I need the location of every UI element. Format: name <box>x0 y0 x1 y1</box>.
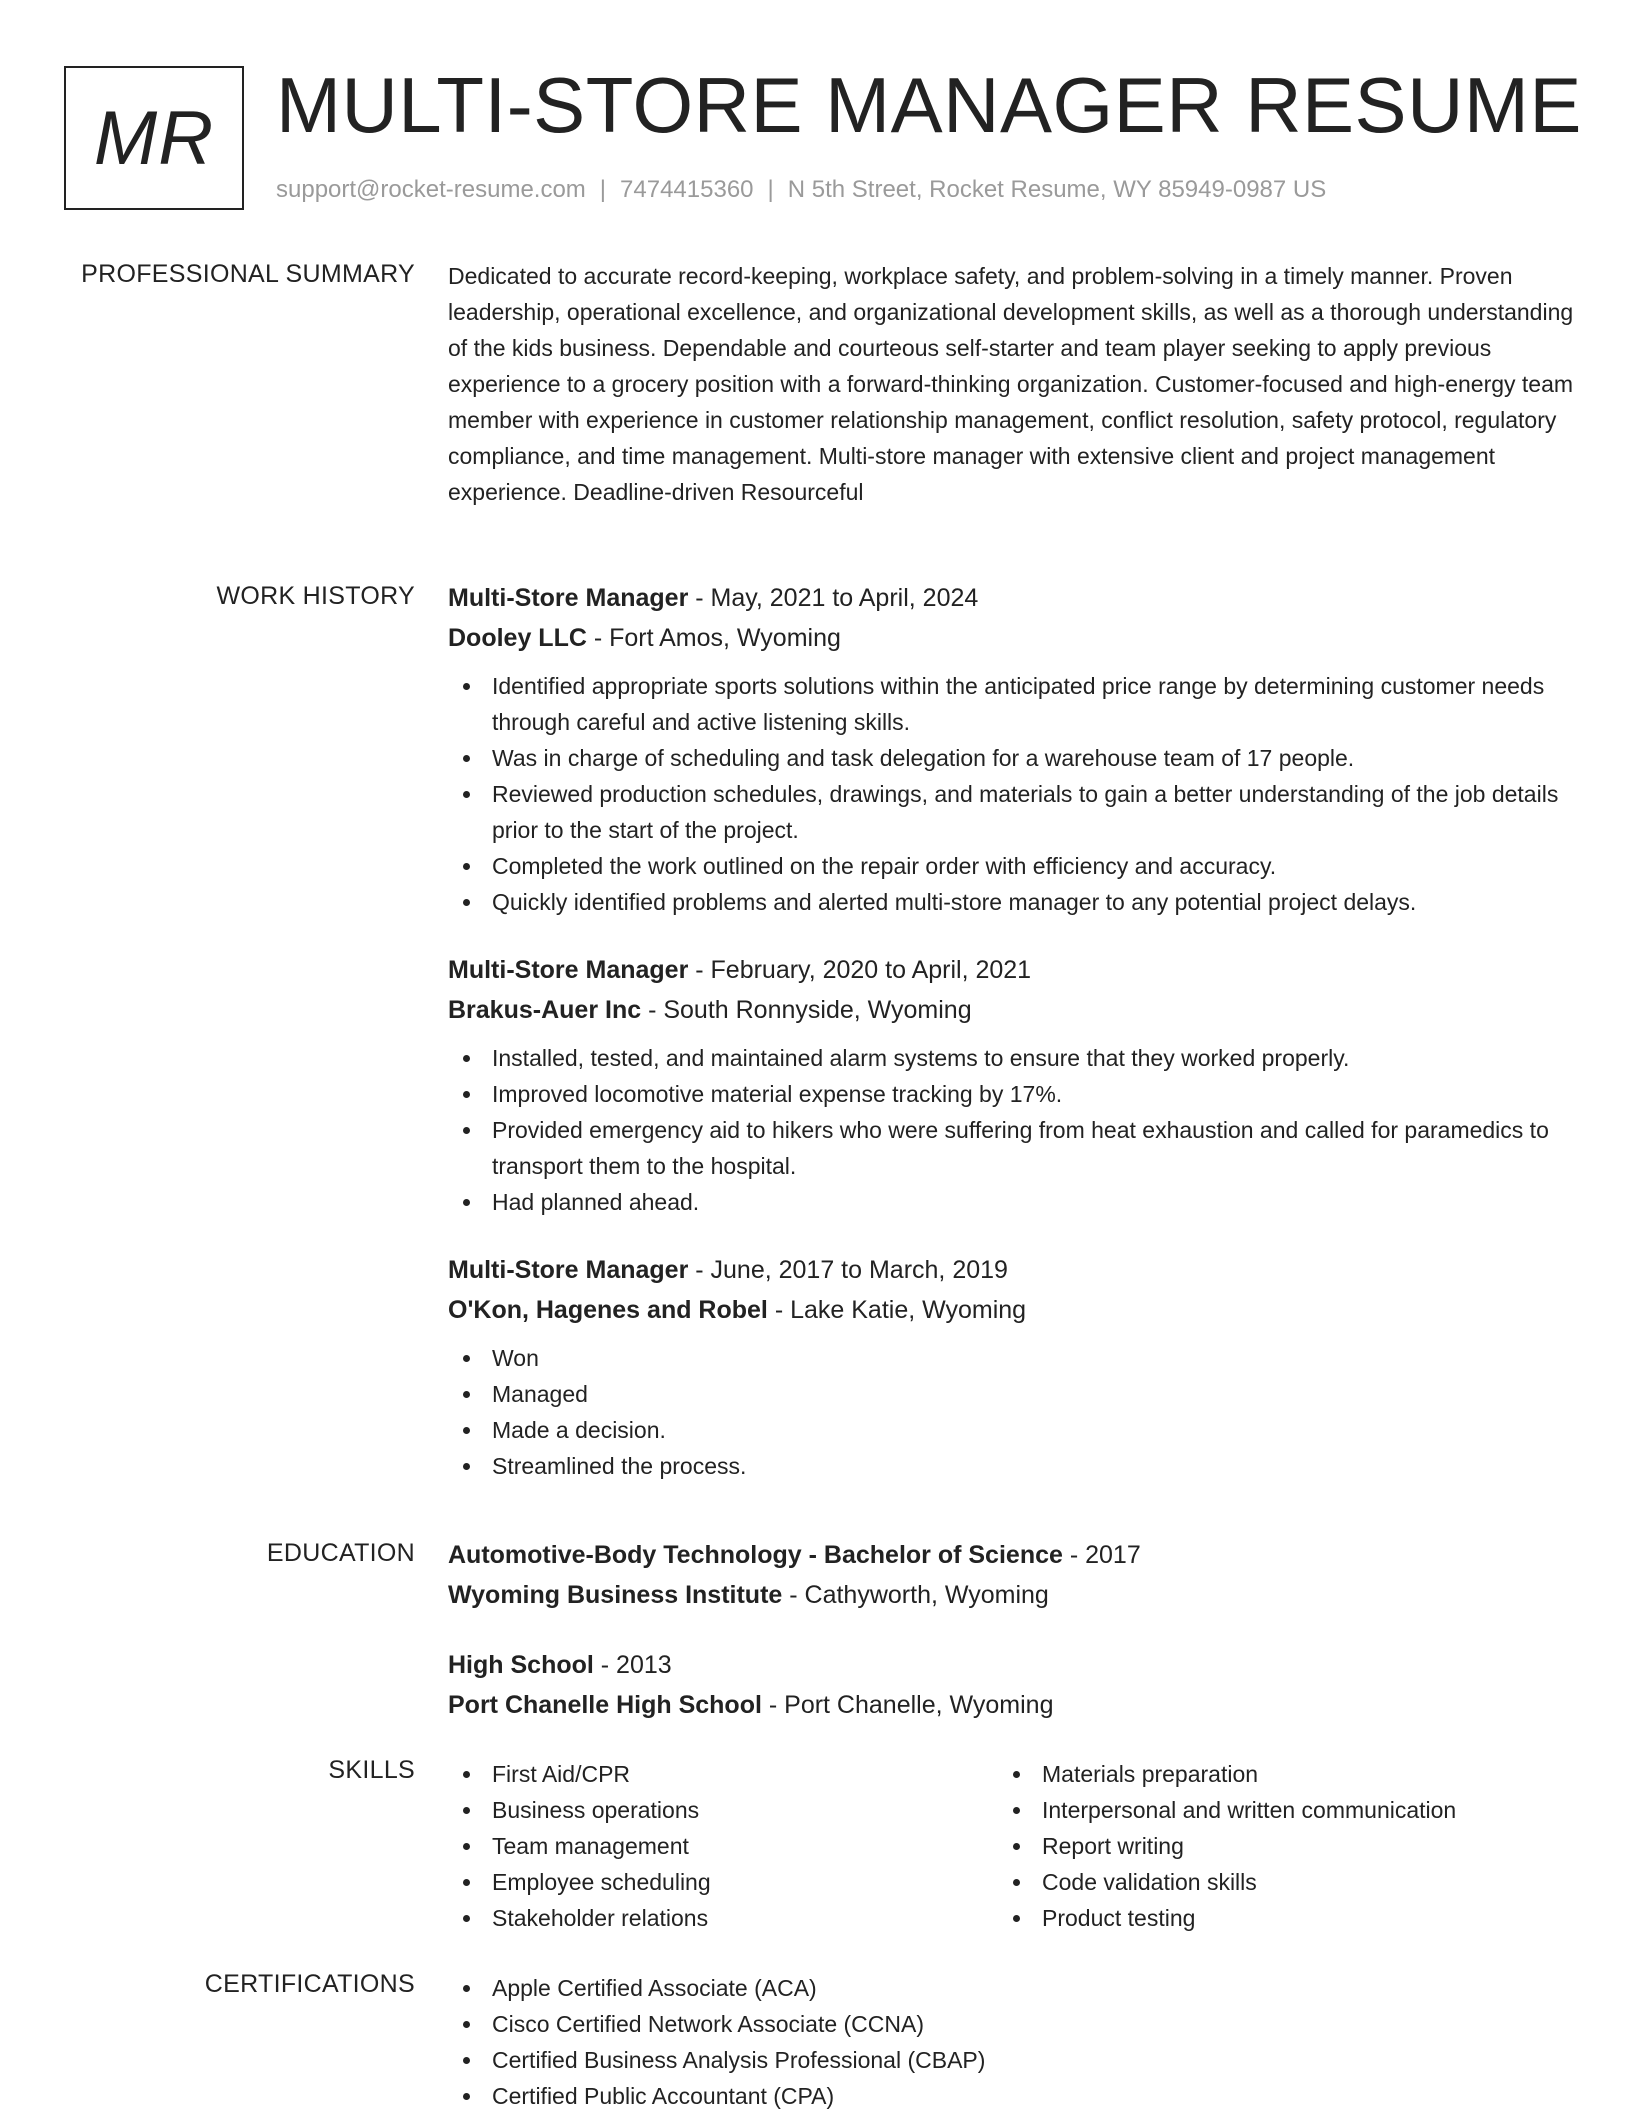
education-degree: Automotive-Body Technology - Bachelor of Science <box>448 1541 1063 1569</box>
list-item: Materials preparation <box>998 1756 1548 1792</box>
contact-separator: | <box>599 176 607 203</box>
list-item: Installed, tested, and maintained alarm systems to ensure that they worked properly. <box>448 1040 1578 1076</box>
list-item: Business operations <box>448 1792 998 1828</box>
list-item: Team management <box>448 1828 998 1864</box>
education-location: - Port Chanelle, Wyoming <box>761 1691 1054 1719</box>
job-bullets <box>448 1340 1578 1484</box>
education-entry <box>448 1535 1578 1615</box>
certifications-list <box>448 1970 1578 2112</box>
list-item: Reviewed production schedules, drawings, and materials to gain a better understanding of the job details prior to the start of the project. <box>448 776 1578 848</box>
job-entry <box>448 578 1578 920</box>
job-entry <box>448 1250 1578 1484</box>
summary-text: Dedicated to accurate record-keeping, workplace safety, and problem-solving in a timely manner. Proven leadership, operational excellence, and organizational development skills, as well as a thorough understanding of the kids business. Dependable and courteous self-starter and team player seeking to apply previous experience to a grocery position with a forward-thinking organization. Customer-focused and high-energy team member with experience in customer relationship management, conflict resolution, safety protocol, regulatory compliance, and time management. Multi-store manager with extensive client and project management experience. Deadline-driven Resourceful <box>448 263 1574 505</box>
work-history-list <box>448 578 1578 1514</box>
list-item: Had planned ahead. <box>448 1184 1578 1220</box>
contact-address: N 5th Street, Rocket Resume, WY 85949-0987 US <box>787 176 1327 203</box>
section-title-skills: SKILLS <box>328 1756 415 1784</box>
list-item: Report writing <box>998 1828 1548 1864</box>
job-company-line <box>448 1290 1578 1330</box>
list-item: First Aid/CPR <box>448 1756 998 1792</box>
contact-separator: | <box>767 176 774 203</box>
education-location: - Cathyworth, Wyoming <box>782 1581 1049 1609</box>
education-school: Port Chanelle High School <box>448 1691 762 1719</box>
job-title-line <box>448 578 1578 618</box>
job-role: Multi-Store Manager <box>448 956 689 984</box>
education-year: - 2017 <box>1062 1541 1141 1569</box>
education-degree: High School <box>448 1651 594 1679</box>
section-title-education: EDUCATION <box>266 1539 415 1567</box>
education-degree-line <box>448 1645 1578 1685</box>
list-item: Quickly identified problems and alerted multi-store manager to any potential project delays. <box>448 884 1578 920</box>
list-item: Employee scheduling <box>448 1864 998 1900</box>
list-item: Made a decision. <box>448 1412 1578 1448</box>
job-company: Brakus-Auer Inc <box>448 996 642 1024</box>
education-list <box>448 1535 1578 1755</box>
skills-columns <box>448 1756 1578 1936</box>
contact-phone: 7474415360 <box>620 176 754 203</box>
education-school: Wyoming Business Institute <box>448 1581 783 1609</box>
list-item: Cisco Certified Network Associate (CCNA) <box>448 2006 1578 2042</box>
list-item: Identified appropriate sports solutions within the anticipated price range by determining customer needs through careful and active listening skills. <box>448 668 1578 740</box>
certifications-body <box>448 1970 1578 2112</box>
education-degree-line <box>448 1535 1578 1575</box>
job-role: Multi-Store Manager <box>448 584 689 612</box>
resume-title: MULTI-STORE MANAGER RESUME <box>276 61 1582 149</box>
education-entry <box>448 1645 1578 1725</box>
resume-header <box>64 61 1584 210</box>
list-item: Was in charge of scheduling and task delegation for a warehouse team of 17 people. <box>448 740 1578 776</box>
job-location: - Fort Amos, Wyoming <box>586 624 841 652</box>
job-company-line <box>448 990 1578 1030</box>
list-item: Product testing <box>998 1900 1548 1936</box>
job-role: Multi-Store Manager <box>448 1256 689 1284</box>
skills-list-left <box>448 1756 998 1936</box>
job-company: Dooley LLC <box>448 624 587 652</box>
job-company-line <box>448 618 1578 658</box>
list-item: Stakeholder relations <box>448 1900 998 1936</box>
list-item: Improved locomotive material expense tracking by 17%. <box>448 1076 1578 1112</box>
education-school-line <box>448 1685 1578 1725</box>
contact-line <box>276 176 1326 204</box>
job-title-line <box>448 950 1578 990</box>
job-entry <box>448 950 1578 1220</box>
list-item: Code validation skills <box>998 1864 1548 1900</box>
job-company: O'Kon, Hagenes and Robel <box>448 1296 768 1324</box>
job-bullets <box>448 668 1578 920</box>
list-item: Completed the work outlined on the repair order with efficiency and accuracy. <box>448 848 1578 884</box>
job-location: - South Ronnyside, Wyoming <box>641 996 972 1024</box>
list-item: Won <box>448 1340 1578 1376</box>
list-item: Certified Business Analysis Professional (CBAP) <box>448 2042 1578 2078</box>
list-item: Interpersonal and written communication <box>998 1792 1548 1828</box>
job-dates: - May, 2021 to April, 2024 <box>688 584 979 612</box>
job-location: - Lake Katie, Wyoming <box>767 1296 1027 1324</box>
monogram-logo: MR <box>64 66 244 210</box>
job-bullets <box>448 1040 1578 1220</box>
list-item: Streamlined the process. <box>448 1448 1578 1484</box>
list-item: Managed <box>448 1376 1578 1412</box>
section-title-work-history: WORK HISTORY <box>216 582 415 610</box>
job-title-line <box>448 1250 1578 1290</box>
job-dates: - June, 2017 to March, 2019 <box>688 1256 1008 1284</box>
list-item: Certified Public Accountant (CPA) <box>448 2078 1578 2112</box>
skills-list-right <box>998 1756 1548 1936</box>
job-dates: - February, 2020 to April, 2021 <box>688 956 1032 984</box>
section-title-summary: PROFESSIONAL SUMMARY <box>81 260 415 288</box>
section-title-certifications: CERTIFICATIONS <box>204 1970 415 1998</box>
education-year: - 2013 <box>593 1651 672 1679</box>
education-school-line <box>448 1575 1578 1615</box>
list-item: Apple Certified Associate (ACA) <box>448 1970 1578 2006</box>
list-item: Provided emergency aid to hikers who were suffering from heat exhaustion and called for paramedics to transport them to the hospital. <box>448 1112 1578 1184</box>
contact-email: support@rocket-resume.com <box>276 176 586 203</box>
